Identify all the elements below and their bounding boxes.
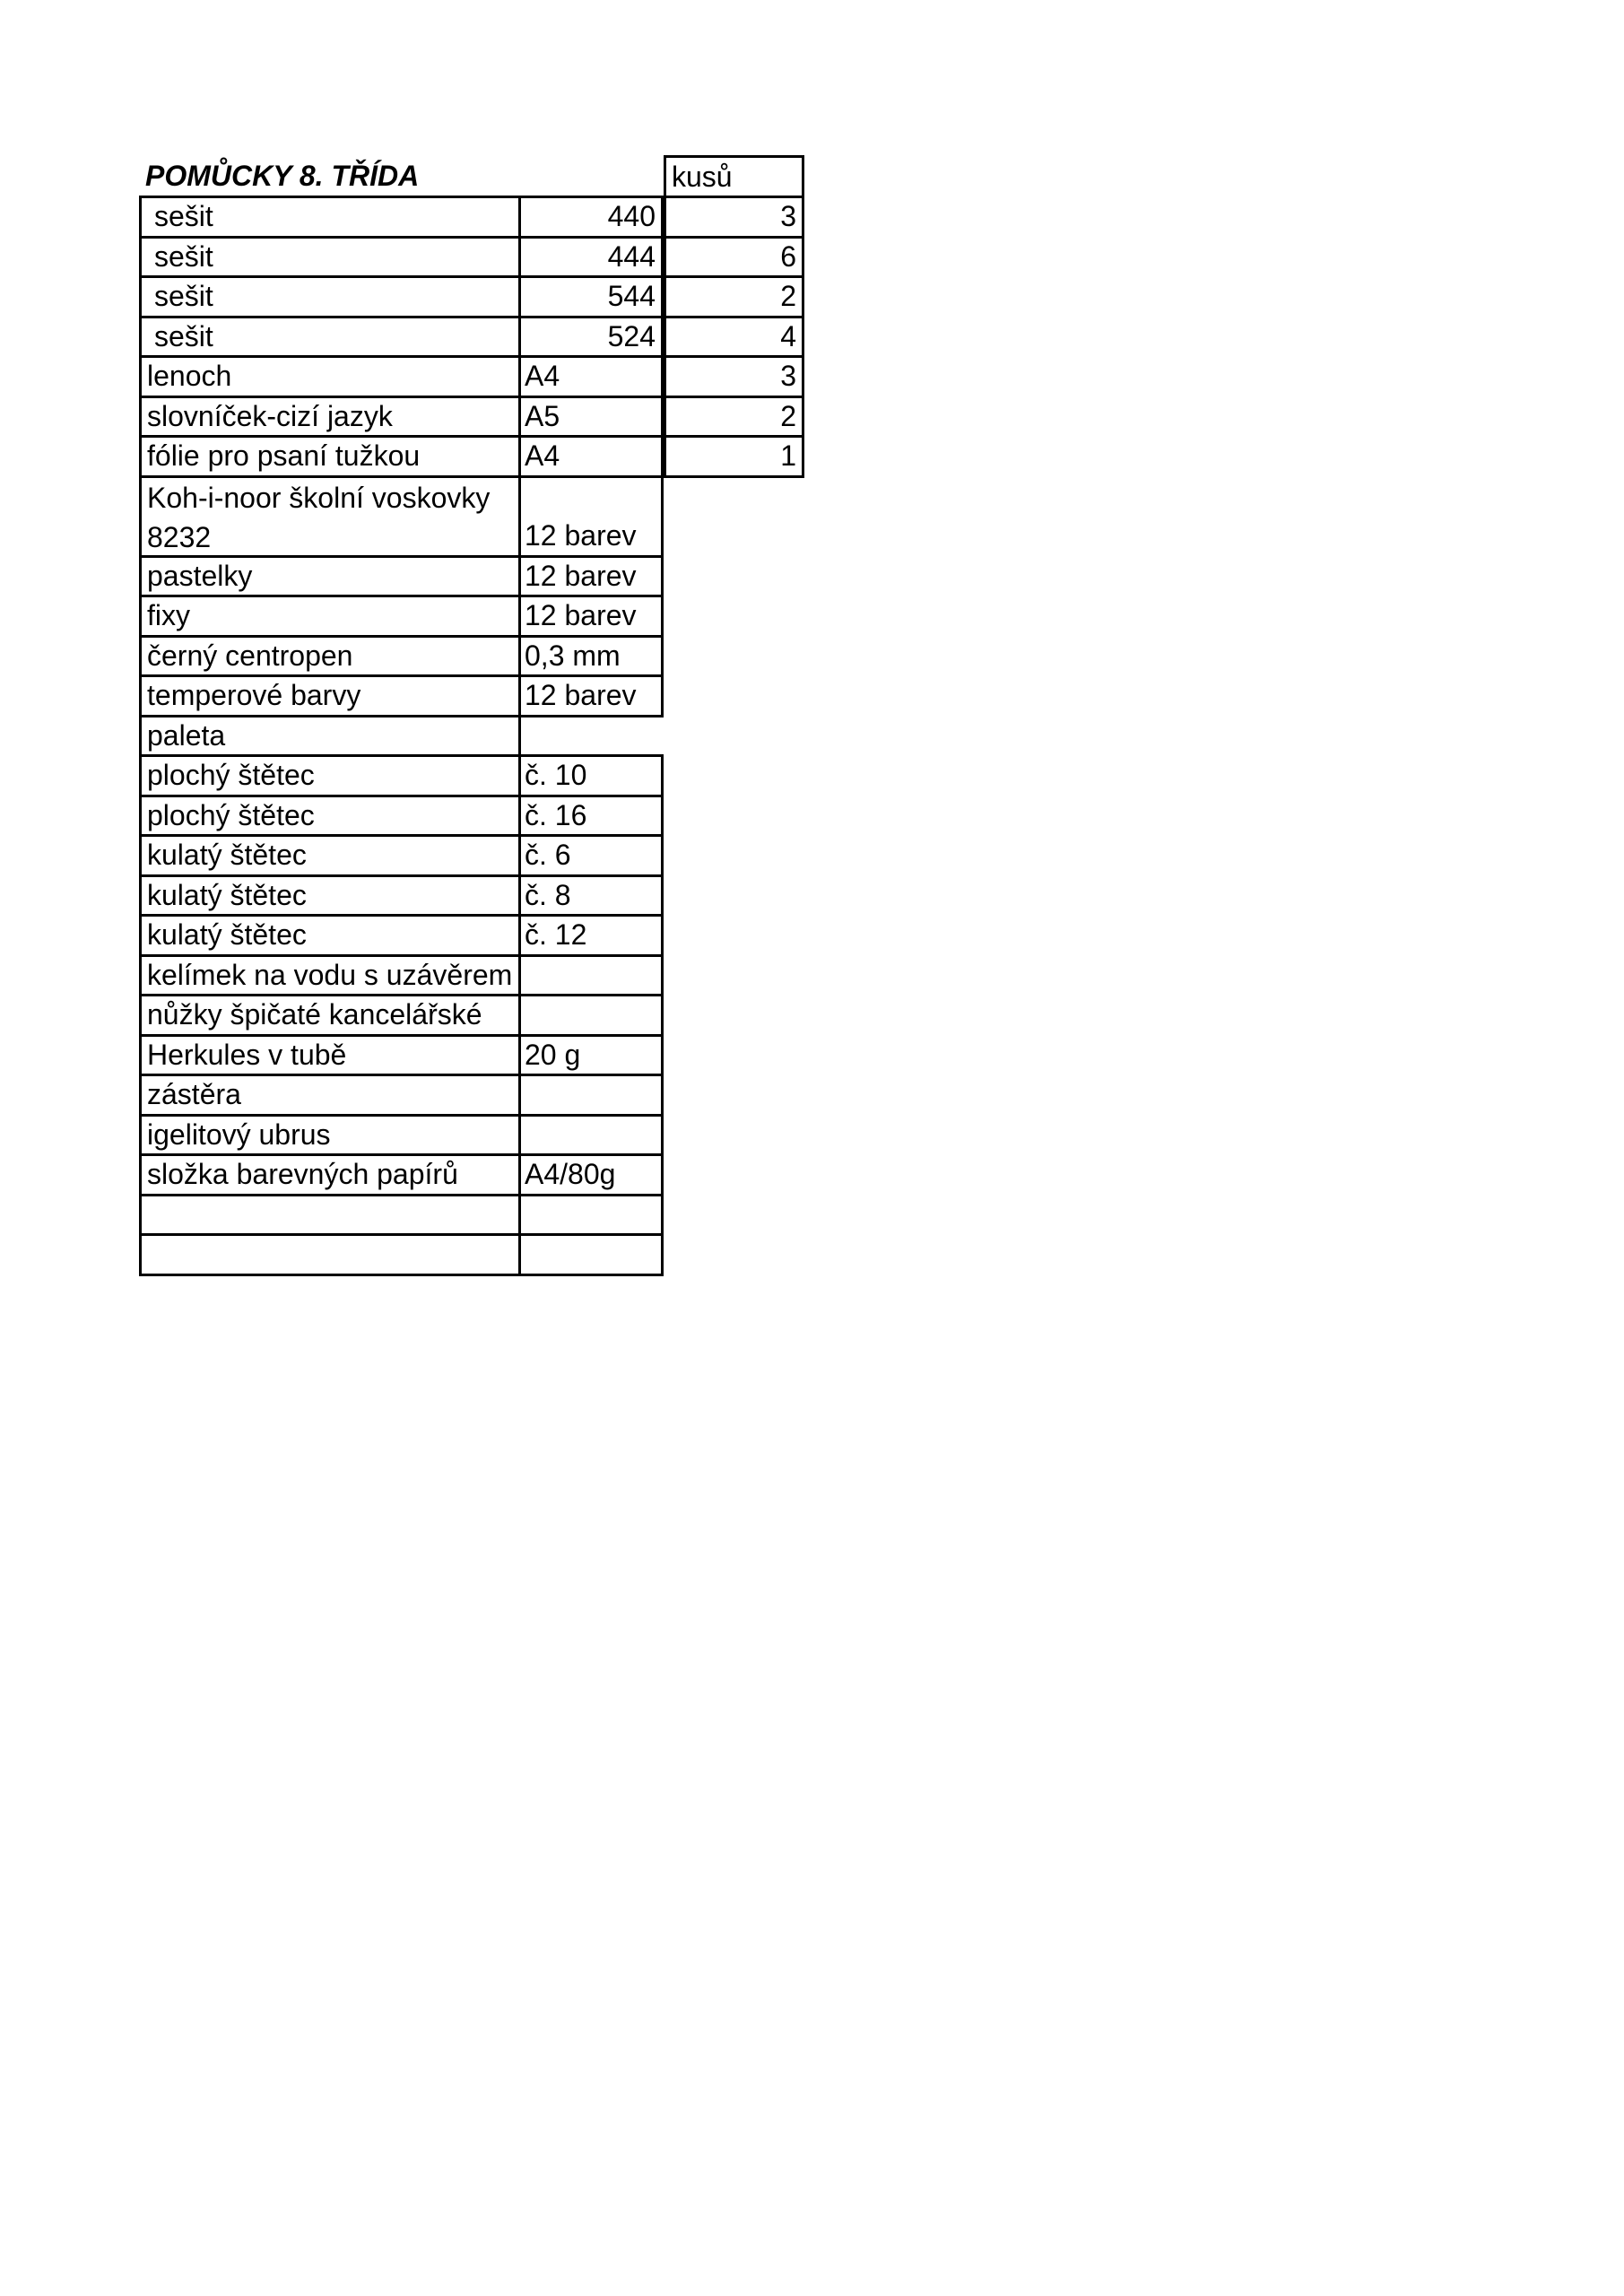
item-quantity-cell xyxy=(664,275,804,316)
item-spec-cell xyxy=(518,435,664,475)
item-name-cell xyxy=(139,1034,521,1074)
item-name: kulatý štětec xyxy=(147,918,307,951)
item-spec-cell xyxy=(518,914,664,954)
item-spec-cell xyxy=(518,396,664,436)
item-name-cell xyxy=(139,316,521,356)
item-quantity-cell xyxy=(664,316,804,356)
item-spec-cell xyxy=(518,555,664,596)
item-quantity: 6 xyxy=(780,239,796,273)
item-spec: A4 xyxy=(525,360,560,392)
item-spec-cell xyxy=(518,316,664,356)
item-quantity: 3 xyxy=(780,200,796,232)
item-name-cell xyxy=(139,1233,521,1276)
item-name: igelitový ubrus xyxy=(147,1118,331,1151)
item-name-cell xyxy=(139,236,521,276)
item-spec-cell xyxy=(518,1153,664,1194)
item-spec-cell xyxy=(518,1114,664,1154)
item-name-cell xyxy=(139,475,521,555)
item-spec-cell xyxy=(518,236,664,276)
item-name: pastelky xyxy=(147,559,253,592)
item-spec: 440 xyxy=(607,200,656,232)
item-name: kelímek na vodu s uzávěrem xyxy=(147,958,513,991)
item-name-cell xyxy=(139,275,521,316)
item-spec: 12 barev xyxy=(525,559,637,592)
item-spec: 12 barev xyxy=(525,519,637,552)
item-name-cell xyxy=(139,795,521,835)
item-name: černý centropen xyxy=(147,639,353,672)
item-quantity-cell xyxy=(664,196,804,236)
item-name: plochý štětec xyxy=(147,759,315,791)
item-spec-cell xyxy=(518,1233,664,1276)
item-spec-cell xyxy=(518,1034,664,1074)
item-name-cell xyxy=(139,914,521,954)
item-spec-cell xyxy=(518,834,664,874)
item-spec: 0,3 mm xyxy=(525,639,621,672)
item-name: fixy xyxy=(147,599,190,631)
item-spec: č. 8 xyxy=(525,878,571,911)
item-name-cell xyxy=(139,954,521,995)
item-name: lenoch xyxy=(147,360,232,392)
item-spec-cell xyxy=(518,635,664,675)
item-quantity: 2 xyxy=(780,399,796,432)
item-name-cell xyxy=(139,994,521,1034)
item-name: Herkules v tubě xyxy=(147,1038,347,1071)
item-name-cell xyxy=(139,635,521,675)
item-name: nůžky špičaté kancelářské xyxy=(147,998,482,1031)
item-name-cell xyxy=(139,1074,521,1114)
item-spec: A5 xyxy=(525,399,560,432)
item-name-cell xyxy=(139,355,521,396)
item-spec-cell xyxy=(518,275,664,316)
item-quantity: 3 xyxy=(780,360,796,392)
item-name: kulatý štětec xyxy=(147,839,307,871)
item-spec: 12 barev xyxy=(525,679,637,711)
item-spec-cell xyxy=(518,1194,664,1234)
item-spec-cell xyxy=(518,874,664,915)
item-name: sešit xyxy=(154,319,213,352)
item-spec: 20 g xyxy=(525,1038,581,1071)
item-name-cell xyxy=(139,1194,521,1234)
item-spec-cell xyxy=(518,355,664,396)
item-name: paleta xyxy=(147,718,226,752)
item-spec-cell xyxy=(518,954,664,995)
item-spec-cell xyxy=(518,1074,664,1114)
item-name: fólie pro psaní tužkou xyxy=(147,439,421,472)
item-spec-cell xyxy=(518,754,664,795)
item-spec-cell xyxy=(518,994,664,1034)
item-name: kulatý štětec xyxy=(147,878,307,911)
item-name-cell xyxy=(139,1153,521,1194)
page-title: POMŮCKY 8. TŘÍDA xyxy=(145,160,420,192)
item-name: zástěra xyxy=(147,1078,241,1110)
item-name: složka barevných papírů xyxy=(147,1158,458,1190)
item-name: sešit xyxy=(154,280,213,312)
quantity-column-header: kusů xyxy=(664,155,804,196)
item-spec: č. 6 xyxy=(525,839,571,871)
item-quantity-cell xyxy=(664,435,804,478)
item-quantity-cell xyxy=(664,396,804,436)
item-name: sešit xyxy=(154,239,213,273)
item-name: plochý štětec xyxy=(147,798,315,831)
item-name-cell xyxy=(139,715,521,755)
item-quantity-cell xyxy=(664,355,804,396)
item-spec: 12 barev xyxy=(525,599,637,631)
item-spec-cell xyxy=(518,196,664,236)
item-quantity: 4 xyxy=(780,319,796,352)
item-spec-cell xyxy=(518,674,664,715)
item-spec: 444 xyxy=(607,239,656,273)
item-name-cell xyxy=(139,874,521,915)
item-name-cell xyxy=(139,754,521,795)
item-spec: A4 xyxy=(525,439,560,472)
item-name-cell xyxy=(139,674,521,715)
item-name: temperové barvy xyxy=(147,679,361,711)
item-name-cell xyxy=(139,196,521,236)
item-name: sešit xyxy=(154,200,213,232)
item-spec: č. 16 xyxy=(525,798,587,831)
item-spec-cell xyxy=(518,595,664,635)
item-name-cell xyxy=(139,435,521,475)
item-spec: 524 xyxy=(607,319,656,352)
item-name-cell xyxy=(139,595,521,635)
item-name: slovníček-cizí jazyk xyxy=(147,399,393,432)
item-spec-cell xyxy=(518,475,664,555)
item-name-cell xyxy=(139,1114,521,1154)
item-name-cell xyxy=(139,396,521,436)
item-quantity: 2 xyxy=(780,280,796,312)
item-spec: A4/80g xyxy=(525,1158,616,1190)
item-spec-cell xyxy=(518,715,664,755)
item-spec: č. 10 xyxy=(525,759,587,791)
item-name-cell xyxy=(139,555,521,596)
item-name-cell xyxy=(139,834,521,874)
item-quantity: 1 xyxy=(780,439,796,472)
item-spec: 544 xyxy=(607,280,656,312)
item-name-line1: Koh-i-noor školní voskovky xyxy=(147,481,491,514)
item-spec: č. 12 xyxy=(525,918,587,951)
item-spec-cell xyxy=(518,795,664,835)
item-quantity-cell xyxy=(664,236,804,276)
item-name-line2: 8232 xyxy=(147,521,212,553)
